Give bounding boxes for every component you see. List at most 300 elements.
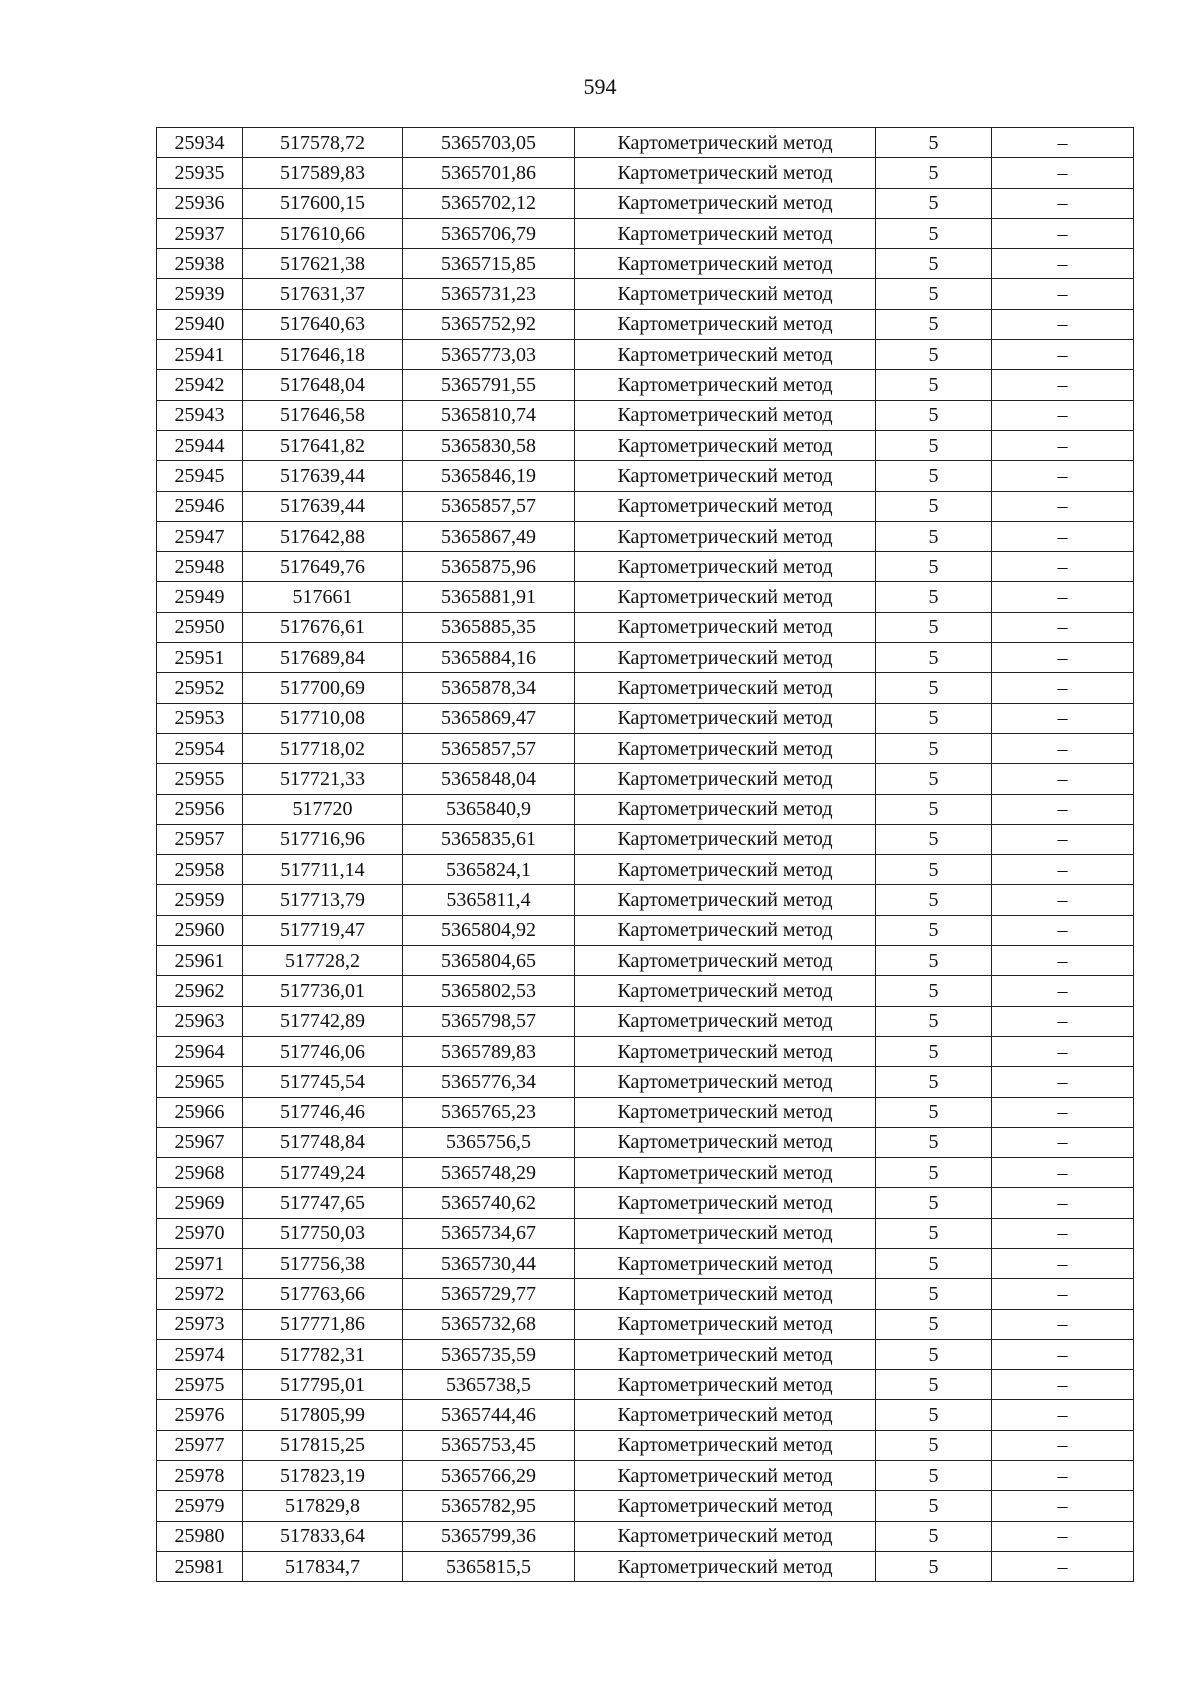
x-coordinate-cell: 517713,79 bbox=[243, 885, 403, 915]
description-cell: – bbox=[992, 1521, 1134, 1551]
x-coordinate-cell: 517720 bbox=[243, 794, 403, 824]
method-cell: Картометрический метод bbox=[575, 1067, 876, 1097]
table-row bbox=[157, 1339, 1134, 1369]
x-coordinate-cell: 517649,76 bbox=[243, 552, 403, 582]
description-cell: – bbox=[992, 309, 1134, 339]
x-coordinate-cell: 517711,14 bbox=[243, 855, 403, 885]
accuracy-cell: 5 bbox=[876, 824, 992, 854]
method-cell: Картометрический метод bbox=[575, 1218, 876, 1248]
point-number-cell: 25977 bbox=[157, 1430, 243, 1460]
table-row bbox=[157, 1127, 1134, 1157]
x-coordinate-cell: 517721,33 bbox=[243, 764, 403, 794]
description-cell: – bbox=[992, 1279, 1134, 1309]
y-coordinate-cell: 5365881,91 bbox=[403, 582, 575, 612]
point-number-cell: 25978 bbox=[157, 1461, 243, 1491]
point-number-cell: 25951 bbox=[157, 643, 243, 673]
table-row bbox=[157, 1188, 1134, 1218]
point-number-cell: 25976 bbox=[157, 1400, 243, 1430]
y-coordinate-cell: 5365875,96 bbox=[403, 552, 575, 582]
table-row bbox=[157, 461, 1134, 491]
y-coordinate-cell: 5365766,29 bbox=[403, 1461, 575, 1491]
description-cell: – bbox=[992, 612, 1134, 642]
table-row bbox=[157, 1400, 1134, 1430]
accuracy-cell: 5 bbox=[876, 1430, 992, 1460]
y-coordinate-cell: 5365715,85 bbox=[403, 249, 575, 279]
x-coordinate-cell: 517648,04 bbox=[243, 370, 403, 400]
y-coordinate-cell: 5365738,5 bbox=[403, 1370, 575, 1400]
description-cell: – bbox=[992, 1430, 1134, 1460]
x-coordinate-cell: 517815,25 bbox=[243, 1430, 403, 1460]
accuracy-cell: 5 bbox=[876, 764, 992, 794]
method-cell: Картометрический метод bbox=[575, 1248, 876, 1278]
y-coordinate-cell: 5365765,23 bbox=[403, 1097, 575, 1127]
x-coordinate-cell: 517661 bbox=[243, 582, 403, 612]
y-coordinate-cell: 5365729,77 bbox=[403, 1279, 575, 1309]
accuracy-cell: 5 bbox=[876, 218, 992, 248]
accuracy-cell: 5 bbox=[876, 885, 992, 915]
y-coordinate-cell: 5365848,04 bbox=[403, 764, 575, 794]
x-coordinate-cell: 517750,03 bbox=[243, 1218, 403, 1248]
y-coordinate-cell: 5365703,05 bbox=[403, 128, 575, 158]
y-coordinate-cell: 5365804,65 bbox=[403, 946, 575, 976]
table-row bbox=[157, 703, 1134, 733]
table-row bbox=[157, 643, 1134, 673]
description-cell: – bbox=[992, 1491, 1134, 1521]
x-coordinate-cell: 517763,66 bbox=[243, 1279, 403, 1309]
accuracy-cell: 5 bbox=[876, 128, 992, 158]
y-coordinate-cell: 5365884,16 bbox=[403, 643, 575, 673]
point-number-cell: 25939 bbox=[157, 279, 243, 309]
y-coordinate-cell: 5365756,5 bbox=[403, 1127, 575, 1157]
description-cell: – bbox=[992, 158, 1134, 188]
accuracy-cell: 5 bbox=[876, 1279, 992, 1309]
point-number-cell: 25954 bbox=[157, 733, 243, 763]
accuracy-cell: 5 bbox=[876, 855, 992, 885]
accuracy-cell: 5 bbox=[876, 1370, 992, 1400]
method-cell: Картометрический метод bbox=[575, 885, 876, 915]
y-coordinate-cell: 5365702,12 bbox=[403, 188, 575, 218]
y-coordinate-cell: 5365791,55 bbox=[403, 370, 575, 400]
accuracy-cell: 5 bbox=[876, 1339, 992, 1369]
point-number-cell: 25981 bbox=[157, 1551, 243, 1581]
accuracy-cell: 5 bbox=[876, 158, 992, 188]
point-number-cell: 25936 bbox=[157, 188, 243, 218]
accuracy-cell: 5 bbox=[876, 188, 992, 218]
x-coordinate-cell: 517589,83 bbox=[243, 158, 403, 188]
method-cell: Картометрический метод bbox=[575, 128, 876, 158]
y-coordinate-cell: 5365867,49 bbox=[403, 521, 575, 551]
description-cell: – bbox=[992, 794, 1134, 824]
description-cell: – bbox=[992, 400, 1134, 430]
x-coordinate-cell: 517756,38 bbox=[243, 1248, 403, 1278]
table-row bbox=[157, 1521, 1134, 1551]
table-row bbox=[157, 218, 1134, 248]
method-cell: Картометрический метод bbox=[575, 855, 876, 885]
point-number-cell: 25947 bbox=[157, 521, 243, 551]
method-cell: Картометрический метод bbox=[575, 946, 876, 976]
description-cell: – bbox=[992, 643, 1134, 673]
point-number-cell: 25974 bbox=[157, 1339, 243, 1369]
point-number-cell: 25979 bbox=[157, 1491, 243, 1521]
table-row bbox=[157, 158, 1134, 188]
accuracy-cell: 5 bbox=[876, 1127, 992, 1157]
y-coordinate-cell: 5365744,46 bbox=[403, 1400, 575, 1430]
table-row bbox=[157, 491, 1134, 521]
y-coordinate-cell: 5365748,29 bbox=[403, 1158, 575, 1188]
method-cell: Картометрический метод bbox=[575, 1491, 876, 1521]
table-row bbox=[157, 733, 1134, 763]
description-cell: – bbox=[992, 1339, 1134, 1369]
y-coordinate-cell: 5365730,44 bbox=[403, 1248, 575, 1278]
point-number-cell: 25975 bbox=[157, 1370, 243, 1400]
accuracy-cell: 5 bbox=[876, 946, 992, 976]
method-cell: Картометрический метод bbox=[575, 1521, 876, 1551]
point-number-cell: 25938 bbox=[157, 249, 243, 279]
table-row bbox=[157, 612, 1134, 642]
description-cell: – bbox=[992, 1400, 1134, 1430]
y-coordinate-cell: 5365731,23 bbox=[403, 279, 575, 309]
table-row bbox=[157, 976, 1134, 1006]
x-coordinate-cell: 517646,18 bbox=[243, 340, 403, 370]
accuracy-cell: 5 bbox=[876, 370, 992, 400]
table-row bbox=[157, 340, 1134, 370]
y-coordinate-cell: 5365789,83 bbox=[403, 1036, 575, 1066]
description-cell: – bbox=[992, 1158, 1134, 1188]
point-number-cell: 25959 bbox=[157, 885, 243, 915]
table-row bbox=[157, 188, 1134, 218]
accuracy-cell: 5 bbox=[876, 643, 992, 673]
y-coordinate-cell: 5365830,58 bbox=[403, 430, 575, 460]
point-number-cell: 25968 bbox=[157, 1158, 243, 1188]
point-number-cell: 25964 bbox=[157, 1036, 243, 1066]
accuracy-cell: 5 bbox=[876, 1248, 992, 1278]
description-cell: – bbox=[992, 885, 1134, 915]
point-number-cell: 25970 bbox=[157, 1218, 243, 1248]
point-number-cell: 25934 bbox=[157, 128, 243, 158]
description-cell: – bbox=[992, 824, 1134, 854]
y-coordinate-cell: 5365802,53 bbox=[403, 976, 575, 1006]
table-row bbox=[157, 855, 1134, 885]
table-row bbox=[157, 1067, 1134, 1097]
method-cell: Картометрический метод bbox=[575, 1279, 876, 1309]
description-cell: – bbox=[992, 1036, 1134, 1066]
point-number-cell: 25952 bbox=[157, 673, 243, 703]
accuracy-cell: 5 bbox=[876, 1461, 992, 1491]
y-coordinate-cell: 5365846,19 bbox=[403, 461, 575, 491]
y-coordinate-cell: 5365782,95 bbox=[403, 1491, 575, 1521]
x-coordinate-cell: 517749,24 bbox=[243, 1158, 403, 1188]
method-cell: Картометрический метод bbox=[575, 733, 876, 763]
description-cell: – bbox=[992, 946, 1134, 976]
table-row bbox=[157, 1248, 1134, 1278]
y-coordinate-cell: 5365811,4 bbox=[403, 885, 575, 915]
point-number-cell: 25963 bbox=[157, 1006, 243, 1036]
table-row bbox=[157, 1097, 1134, 1127]
method-cell: Картометрический метод bbox=[575, 521, 876, 551]
x-coordinate-cell: 517600,15 bbox=[243, 188, 403, 218]
x-coordinate-cell: 517805,99 bbox=[243, 1400, 403, 1430]
y-coordinate-cell: 5365799,36 bbox=[403, 1521, 575, 1551]
x-coordinate-cell: 517771,86 bbox=[243, 1309, 403, 1339]
accuracy-cell: 5 bbox=[876, 521, 992, 551]
description-cell: – bbox=[992, 188, 1134, 218]
table-row bbox=[157, 794, 1134, 824]
coordinates-table-body bbox=[157, 128, 1134, 1582]
description-cell: – bbox=[992, 521, 1134, 551]
description-cell: – bbox=[992, 340, 1134, 370]
description-cell: – bbox=[992, 1127, 1134, 1157]
table-row bbox=[157, 915, 1134, 945]
point-number-cell: 25942 bbox=[157, 370, 243, 400]
x-coordinate-cell: 517745,54 bbox=[243, 1067, 403, 1097]
method-cell: Картометрический метод bbox=[575, 1461, 876, 1491]
accuracy-cell: 5 bbox=[876, 1097, 992, 1127]
accuracy-cell: 5 bbox=[876, 430, 992, 460]
x-coordinate-cell: 517747,65 bbox=[243, 1188, 403, 1218]
x-coordinate-cell: 517578,72 bbox=[243, 128, 403, 158]
point-number-cell: 25960 bbox=[157, 915, 243, 945]
point-number-cell: 25957 bbox=[157, 824, 243, 854]
table-row bbox=[157, 249, 1134, 279]
point-number-cell: 25949 bbox=[157, 582, 243, 612]
accuracy-cell: 5 bbox=[876, 1188, 992, 1218]
accuracy-cell: 5 bbox=[876, 1218, 992, 1248]
x-coordinate-cell: 517710,08 bbox=[243, 703, 403, 733]
x-coordinate-cell: 517716,96 bbox=[243, 824, 403, 854]
y-coordinate-cell: 5365869,47 bbox=[403, 703, 575, 733]
x-coordinate-cell: 517782,31 bbox=[243, 1339, 403, 1369]
point-number-cell: 25967 bbox=[157, 1127, 243, 1157]
x-coordinate-cell: 517746,06 bbox=[243, 1036, 403, 1066]
accuracy-cell: 5 bbox=[876, 1036, 992, 1066]
description-cell: – bbox=[992, 552, 1134, 582]
x-coordinate-cell: 517610,66 bbox=[243, 218, 403, 248]
x-coordinate-cell: 517718,02 bbox=[243, 733, 403, 763]
y-coordinate-cell: 5365857,57 bbox=[403, 733, 575, 763]
method-cell: Картометрический метод bbox=[575, 1097, 876, 1127]
point-number-cell: 25941 bbox=[157, 340, 243, 370]
accuracy-cell: 5 bbox=[876, 582, 992, 612]
x-coordinate-cell: 517823,19 bbox=[243, 1461, 403, 1491]
x-coordinate-cell: 517700,69 bbox=[243, 673, 403, 703]
point-number-cell: 25943 bbox=[157, 400, 243, 430]
point-number-cell: 25950 bbox=[157, 612, 243, 642]
table-row bbox=[157, 1218, 1134, 1248]
table-row bbox=[157, 1551, 1134, 1581]
method-cell: Картометрический метод bbox=[575, 218, 876, 248]
accuracy-cell: 5 bbox=[876, 1067, 992, 1097]
y-coordinate-cell: 5365753,45 bbox=[403, 1430, 575, 1460]
accuracy-cell: 5 bbox=[876, 340, 992, 370]
table-row bbox=[157, 1309, 1134, 1339]
method-cell: Картометрический метод bbox=[575, 552, 876, 582]
method-cell: Картометрический метод bbox=[575, 703, 876, 733]
accuracy-cell: 5 bbox=[876, 461, 992, 491]
accuracy-cell: 5 bbox=[876, 1400, 992, 1430]
description-cell: – bbox=[992, 1218, 1134, 1248]
accuracy-cell: 5 bbox=[876, 976, 992, 1006]
description-cell: – bbox=[992, 370, 1134, 400]
method-cell: Картометрический метод bbox=[575, 430, 876, 460]
x-coordinate-cell: 517742,89 bbox=[243, 1006, 403, 1036]
description-cell: – bbox=[992, 1551, 1134, 1581]
accuracy-cell: 5 bbox=[876, 1158, 992, 1188]
x-coordinate-cell: 517676,61 bbox=[243, 612, 403, 642]
y-coordinate-cell: 5365732,68 bbox=[403, 1309, 575, 1339]
point-number-cell: 25966 bbox=[157, 1097, 243, 1127]
accuracy-cell: 5 bbox=[876, 1491, 992, 1521]
table-row bbox=[157, 824, 1134, 854]
method-cell: Картометрический метод bbox=[575, 188, 876, 218]
y-coordinate-cell: 5365701,86 bbox=[403, 158, 575, 188]
point-number-cell: 25937 bbox=[157, 218, 243, 248]
point-number-cell: 25961 bbox=[157, 946, 243, 976]
description-cell: – bbox=[992, 855, 1134, 885]
table-row bbox=[157, 128, 1134, 158]
description-cell: – bbox=[992, 976, 1134, 1006]
accuracy-cell: 5 bbox=[876, 1006, 992, 1036]
x-coordinate-cell: 517646,58 bbox=[243, 400, 403, 430]
point-number-cell: 25953 bbox=[157, 703, 243, 733]
point-number-cell: 25948 bbox=[157, 552, 243, 582]
method-cell: Картометрический метод bbox=[575, 1158, 876, 1188]
x-coordinate-cell: 517639,44 bbox=[243, 461, 403, 491]
y-coordinate-cell: 5365776,34 bbox=[403, 1067, 575, 1097]
method-cell: Картометрический метод bbox=[575, 1127, 876, 1157]
x-coordinate-cell: 517621,38 bbox=[243, 249, 403, 279]
x-coordinate-cell: 517736,01 bbox=[243, 976, 403, 1006]
x-coordinate-cell: 517834,7 bbox=[243, 1551, 403, 1581]
table-row bbox=[157, 1158, 1134, 1188]
table-row bbox=[157, 1036, 1134, 1066]
x-coordinate-cell: 517746,46 bbox=[243, 1097, 403, 1127]
description-cell: – bbox=[992, 673, 1134, 703]
accuracy-cell: 5 bbox=[876, 279, 992, 309]
accuracy-cell: 5 bbox=[876, 612, 992, 642]
y-coordinate-cell: 5365740,62 bbox=[403, 1188, 575, 1218]
table-row bbox=[157, 400, 1134, 430]
description-cell: – bbox=[992, 733, 1134, 763]
accuracy-cell: 5 bbox=[876, 703, 992, 733]
point-number-cell: 25980 bbox=[157, 1521, 243, 1551]
table-row bbox=[157, 885, 1134, 915]
description-cell: – bbox=[992, 1461, 1134, 1491]
table-row bbox=[157, 582, 1134, 612]
method-cell: Картометрический метод bbox=[575, 1339, 876, 1369]
point-number-cell: 25971 bbox=[157, 1248, 243, 1278]
y-coordinate-cell: 5365857,57 bbox=[403, 491, 575, 521]
y-coordinate-cell: 5365824,1 bbox=[403, 855, 575, 885]
method-cell: Картометрический метод bbox=[575, 915, 876, 945]
method-cell: Картометрический метод bbox=[575, 824, 876, 854]
method-cell: Картометрический метод bbox=[575, 158, 876, 188]
point-number-cell: 25940 bbox=[157, 309, 243, 339]
method-cell: Картометрический метод bbox=[575, 461, 876, 491]
description-cell: – bbox=[992, 764, 1134, 794]
description-cell: – bbox=[992, 1309, 1134, 1339]
x-coordinate-cell: 517829,8 bbox=[243, 1491, 403, 1521]
method-cell: Картометрический метод bbox=[575, 249, 876, 279]
table-row bbox=[157, 673, 1134, 703]
x-coordinate-cell: 517631,37 bbox=[243, 279, 403, 309]
point-number-cell: 25969 bbox=[157, 1188, 243, 1218]
method-cell: Картометрический метод bbox=[575, 673, 876, 703]
method-cell: Картометрический метод bbox=[575, 1400, 876, 1430]
table-row bbox=[157, 309, 1134, 339]
description-cell: – bbox=[992, 1006, 1134, 1036]
point-number-cell: 25965 bbox=[157, 1067, 243, 1097]
x-coordinate-cell: 517719,47 bbox=[243, 915, 403, 945]
table-row bbox=[157, 1279, 1134, 1309]
method-cell: Картометрический метод bbox=[575, 612, 876, 642]
table-row bbox=[157, 370, 1134, 400]
method-cell: Картометрический метод bbox=[575, 309, 876, 339]
y-coordinate-cell: 5365706,79 bbox=[403, 218, 575, 248]
accuracy-cell: 5 bbox=[876, 249, 992, 279]
accuracy-cell: 5 bbox=[876, 1521, 992, 1551]
point-number-cell: 25946 bbox=[157, 491, 243, 521]
method-cell: Картометрический метод bbox=[575, 1006, 876, 1036]
method-cell: Картометрический метод bbox=[575, 794, 876, 824]
description-cell: – bbox=[992, 218, 1134, 248]
x-coordinate-cell: 517640,63 bbox=[243, 309, 403, 339]
table-row bbox=[157, 430, 1134, 460]
point-number-cell: 25958 bbox=[157, 855, 243, 885]
description-cell: – bbox=[992, 430, 1134, 460]
table-row bbox=[157, 1461, 1134, 1491]
y-coordinate-cell: 5365840,9 bbox=[403, 794, 575, 824]
description-cell: – bbox=[992, 128, 1134, 158]
method-cell: Картометрический метод bbox=[575, 643, 876, 673]
accuracy-cell: 5 bbox=[876, 309, 992, 339]
y-coordinate-cell: 5365734,67 bbox=[403, 1218, 575, 1248]
y-coordinate-cell: 5365878,34 bbox=[403, 673, 575, 703]
point-number-cell: 25973 bbox=[157, 1309, 243, 1339]
method-cell: Картометрический метод bbox=[575, 279, 876, 309]
y-coordinate-cell: 5365804,92 bbox=[403, 915, 575, 945]
description-cell: – bbox=[992, 249, 1134, 279]
accuracy-cell: 5 bbox=[876, 733, 992, 763]
description-cell: – bbox=[992, 461, 1134, 491]
accuracy-cell: 5 bbox=[876, 915, 992, 945]
point-number-cell: 25944 bbox=[157, 430, 243, 460]
x-coordinate-cell: 517641,82 bbox=[243, 430, 403, 460]
x-coordinate-cell: 517728,2 bbox=[243, 946, 403, 976]
x-coordinate-cell: 517795,01 bbox=[243, 1370, 403, 1400]
accuracy-cell: 5 bbox=[876, 1309, 992, 1339]
table-row bbox=[157, 1370, 1134, 1400]
method-cell: Картометрический метод bbox=[575, 1551, 876, 1581]
accuracy-cell: 5 bbox=[876, 491, 992, 521]
description-cell: – bbox=[992, 1097, 1134, 1127]
accuracy-cell: 5 bbox=[876, 400, 992, 430]
method-cell: Картометрический метод bbox=[575, 976, 876, 1006]
description-cell: – bbox=[992, 1370, 1134, 1400]
x-coordinate-cell: 517642,88 bbox=[243, 521, 403, 551]
method-cell: Картометрический метод bbox=[575, 1188, 876, 1218]
method-cell: Картометрический метод bbox=[575, 1309, 876, 1339]
table-row bbox=[157, 764, 1134, 794]
accuracy-cell: 5 bbox=[876, 673, 992, 703]
point-number-cell: 25972 bbox=[157, 1279, 243, 1309]
description-cell: – bbox=[992, 1188, 1134, 1218]
x-coordinate-cell: 517833,64 bbox=[243, 1521, 403, 1551]
method-cell: Картометрический метод bbox=[575, 582, 876, 612]
y-coordinate-cell: 5365798,57 bbox=[403, 1006, 575, 1036]
method-cell: Картометрический метод bbox=[575, 1430, 876, 1460]
y-coordinate-cell: 5365735,59 bbox=[403, 1339, 575, 1369]
method-cell: Картометрический метод bbox=[575, 1036, 876, 1066]
